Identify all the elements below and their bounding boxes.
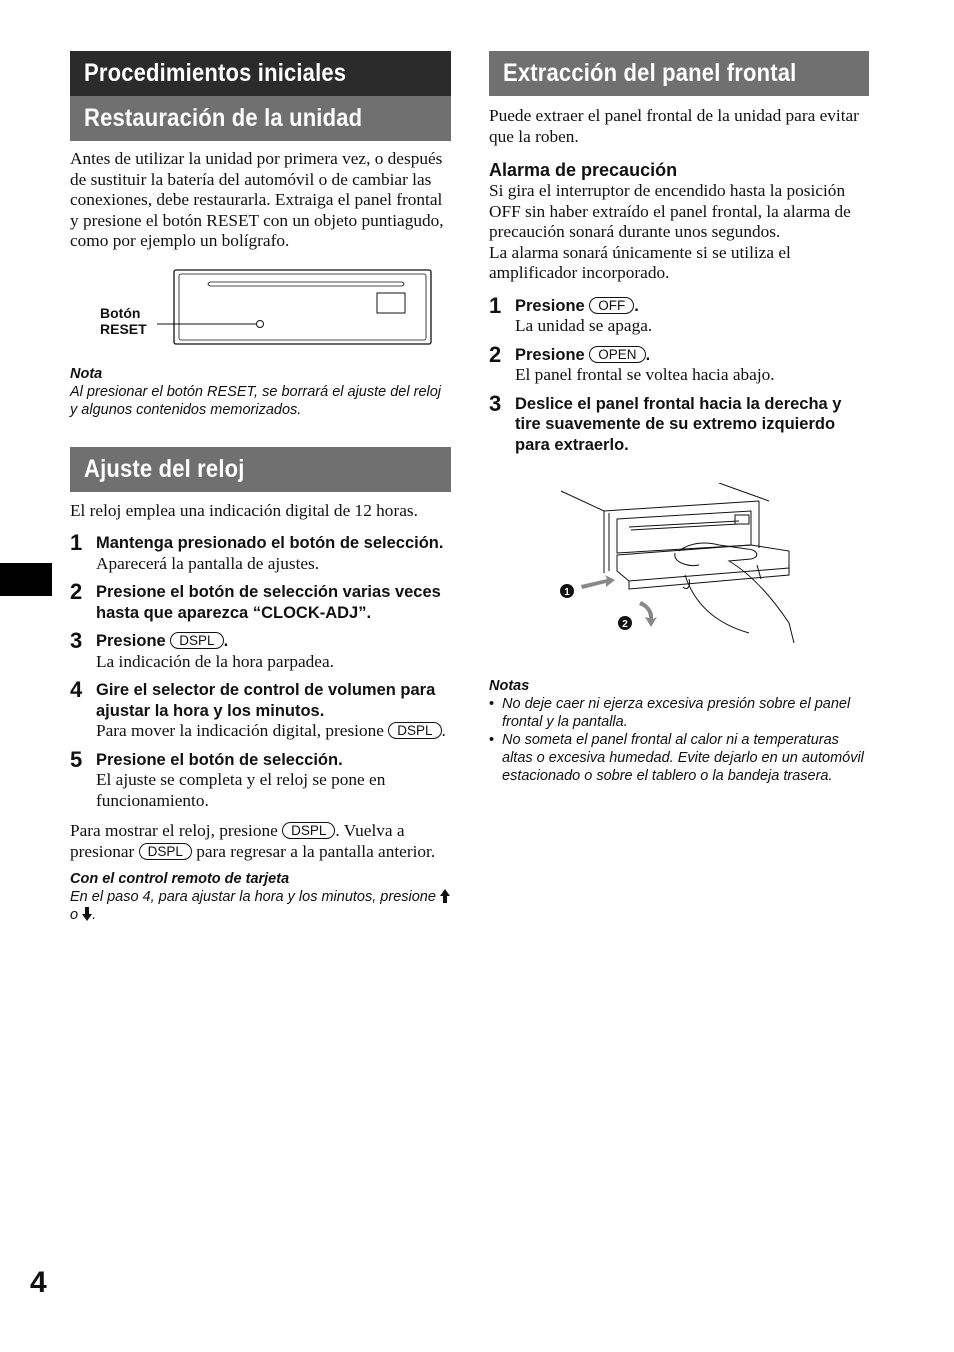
nota-heading: Nota <box>70 365 103 382</box>
dspl-key: DSPL <box>388 722 441 739</box>
reset-figure <box>70 269 451 361</box>
list-item: • No deje caer ni ejerza excesiva presión sobre el panel frontal y la pantalla. <box>489 695 869 731</box>
dspl-key: DSPL <box>282 822 335 839</box>
section-tab-marker <box>0 563 52 596</box>
extraction-figure <box>489 483 869 673</box>
clock-show-paragraph: Para mostrar el reloj, presione DSPL . Vuelva a presionar DSPL para regresar a la pantalla anterior. <box>70 821 436 861</box>
clock-step-2: 2 Presione el botón de selección varias veces hasta que aparezca “CLOCK-ADJ”. <box>70 579 441 622</box>
extraction-step-1: 1 Presione OFF . La unidad se apaga. <box>489 292 653 335</box>
extraction-steps <box>489 292 869 456</box>
down-arrow-icon <box>82 907 92 921</box>
notas-heading: Notas <box>489 678 530 694</box>
section-header-procedimientos: Procedimientos iniciales <box>70 51 451 96</box>
section-header-extraccion: Extracción del panel frontal <box>489 51 869 96</box>
list-item: • No someta el panel frontal al calor ni a temperaturas altas o excesiva humedad. Evite dejarlo en un automóvil estacionado o sobre el tablero o la bandeja trasera. <box>489 731 869 785</box>
alarm-text-1: Si gira el interruptor de encendido hasta la posición OFF sin haber extraído el panel frontal, la alarma de precaución sonará durante unos segundos. <box>489 181 851 241</box>
clock-step-4: 4 Gire el selector de control de volumen para ajustar la hora y los minutos. Para mover la indicación digital, presione DSPL . <box>70 677 446 740</box>
open-key: OPEN <box>589 346 645 363</box>
reset-button-label: Botón RESET <box>100 304 147 337</box>
clock-intro: El reloj emplea una indicación digital de 12 horas. <box>70 500 418 520</box>
extraction-intro: Puede extraer el panel frontal de la unidad para evitar que la roben. <box>489 106 859 146</box>
figure-marker-2-label: 2 <box>622 619 628 630</box>
dspl-key: DSPL <box>170 632 223 649</box>
remote-text: En el paso 4, para ajustar la hora y los minutos, presione o . <box>70 888 451 924</box>
alarm-text-2: La alarma sonará únicamente si se utiliza el amplificador incorporado. <box>489 242 791 282</box>
remote-heading: Con el control remoto de tarjeta <box>70 871 290 887</box>
clock-step-3: 3 Presione DSPL . La indicación de la hora parpadea. <box>70 628 334 671</box>
nota-text: Al presionar el botón RESET, se borrará el ajuste del reloj y algunos contenidos memorizados. <box>70 383 442 418</box>
section-header-ajuste-reloj: Ajuste del reloj <box>70 447 451 492</box>
panel-removal-drawing <box>489 483 869 673</box>
off-key: OFF <box>589 297 634 314</box>
extraction-step-3: 3 Deslice el panel frontal hacia la derecha y tire suavemente de su extremo izquierdo para extraerlo. <box>489 390 842 454</box>
page-number: 4 <box>30 1266 47 1299</box>
clock-step-5: 5 Presione el botón de selección. El ajuste se completa y el reloj se pone en funcionamiento. <box>70 746 386 810</box>
section-header-restauracion: Restauración de la unidad <box>70 96 451 141</box>
clock-step-1: 1 Mantenga presionado el botón de selección. Aparecerá la pantalla de ajustes. <box>70 530 444 573</box>
clock-steps <box>70 530 451 811</box>
figure-marker-1-label: 1 <box>564 587 570 598</box>
up-arrow-icon <box>440 889 450 903</box>
notas-list <box>489 695 869 785</box>
left-column <box>70 51 451 924</box>
right-column <box>489 51 869 785</box>
reset-paragraph: Antes de utilizar la unidad por primera vez, o después de sustituir la batería del automóvil o de cambiar las conexiones, debe restaurarla. Extraiga el panel frontal y presione el botón RESET con un objeto puntiagudo, como por ejemplo un bolígrafo. <box>70 149 444 250</box>
extraction-step-2: 2 Presione OPEN . El panel frontal se voltea hacia abajo. <box>489 341 775 384</box>
alarm-heading: Alarma de precaución <box>489 160 678 180</box>
dspl-key: DSPL <box>139 843 192 860</box>
